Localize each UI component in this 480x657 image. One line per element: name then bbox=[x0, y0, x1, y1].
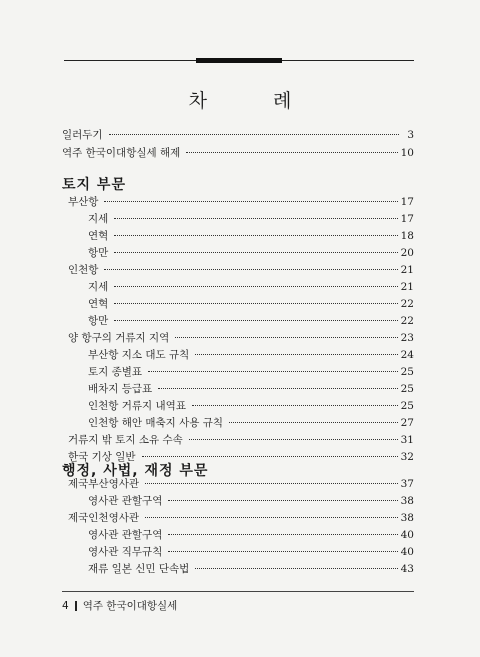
toc-entry[interactable] bbox=[88, 365, 414, 379]
toc-entry-label: 부산항 지소 대도 규칙 bbox=[88, 349, 190, 361]
toc-entry[interactable] bbox=[68, 331, 414, 345]
toc-entry-page: 23 bbox=[400, 332, 414, 344]
dot-leader bbox=[192, 405, 398, 406]
toc-entry-page: 24 bbox=[400, 349, 414, 361]
dot-leader bbox=[145, 483, 398, 484]
toc-entry-page: 25 bbox=[400, 366, 414, 378]
toc-entry-page: 3 bbox=[407, 129, 414, 141]
toc-entry-page: 25 bbox=[400, 383, 414, 395]
dot-leader bbox=[175, 337, 397, 338]
section-heading-land: 토지 부문 bbox=[62, 177, 126, 193]
toc-entry-page: 31 bbox=[400, 434, 414, 446]
toc-entry[interactable] bbox=[88, 494, 414, 508]
toc-entry-label: 연혁 bbox=[88, 298, 109, 310]
toc-entry-label: 제국인천영사관 bbox=[68, 512, 140, 524]
toc-entry-page: 40 bbox=[400, 546, 414, 558]
toc-entry[interactable] bbox=[68, 263, 414, 277]
toc-entry-label: 거류지 밖 토지 소유 수속 bbox=[68, 434, 183, 446]
toc-entry-label: 지세 bbox=[88, 213, 109, 225]
toc-entry[interactable] bbox=[88, 528, 414, 542]
dot-leader bbox=[114, 303, 397, 304]
dot-leader bbox=[229, 422, 398, 423]
toc-entry-label: 항만 bbox=[88, 247, 109, 259]
dot-leader bbox=[114, 252, 397, 253]
toc-entry-page: 40 bbox=[400, 529, 414, 541]
toc-entry[interactable] bbox=[88, 562, 414, 576]
footer-rule bbox=[62, 591, 414, 592]
toc-entry[interactable] bbox=[88, 297, 414, 311]
dot-leader bbox=[114, 218, 397, 219]
toc-entry-label: 제국부산영사관 bbox=[68, 478, 140, 490]
toc-entry[interactable] bbox=[88, 280, 414, 294]
toc-entry-page: 38 bbox=[400, 512, 414, 524]
dot-leader bbox=[145, 517, 398, 518]
section-heading-administration: 행정, 사법, 재정 부문 bbox=[62, 463, 209, 479]
toc-entry-label: 영사관 관할구역 bbox=[88, 495, 163, 507]
dot-leader bbox=[104, 269, 397, 270]
page-footer bbox=[62, 598, 177, 613]
dot-leader bbox=[114, 320, 397, 321]
toc-entry-page: 22 bbox=[400, 315, 414, 327]
toc-entry-label: 항만 bbox=[88, 315, 109, 327]
dot-leader bbox=[109, 134, 399, 135]
dot-leader bbox=[168, 534, 397, 535]
toc-entry[interactable] bbox=[88, 229, 414, 243]
top-rule-accent bbox=[196, 58, 282, 63]
toc-entry[interactable] bbox=[88, 399, 414, 413]
toc-entry-page: 10 bbox=[400, 147, 414, 159]
dot-leader bbox=[168, 551, 397, 552]
dot-leader bbox=[189, 439, 398, 440]
toc-entry-page: 38 bbox=[400, 495, 414, 507]
toc-entry-label: 지세 bbox=[88, 281, 109, 293]
toc-entry-label: 일러두기 bbox=[62, 129, 103, 141]
dot-leader bbox=[114, 286, 397, 287]
toc-entry-label: 인천항 bbox=[68, 264, 99, 276]
toc-entry-label: 영사관 관할구역 bbox=[88, 529, 163, 541]
toc-entry-page: 20 bbox=[400, 247, 414, 259]
toc-entry-page: 17 bbox=[400, 196, 414, 208]
toc-entry[interactable] bbox=[88, 416, 414, 430]
toc-entry-label: 배차지 등급표 bbox=[88, 383, 153, 395]
toc-entry[interactable] bbox=[88, 348, 414, 362]
toc-entry-page: 18 bbox=[400, 230, 414, 242]
dot-leader bbox=[186, 152, 397, 153]
toc-entry-label: 양 항구의 거류지 지역 bbox=[68, 332, 170, 344]
toc-entry-page: 22 bbox=[400, 298, 414, 310]
toc-entry-label: 인천항 해안 매축지 사용 규칙 bbox=[88, 417, 224, 429]
toc-entry[interactable] bbox=[88, 246, 414, 260]
toc-entry-label: 부산항 bbox=[68, 196, 99, 208]
dot-leader bbox=[168, 500, 397, 501]
dot-leader bbox=[195, 568, 397, 569]
page-title: 차 례 bbox=[188, 90, 322, 112]
dot-leader bbox=[142, 456, 398, 457]
footer-book-title: 역주 한국이대항실세 bbox=[82, 600, 178, 612]
toc-entry-label: 역주 한국이대항실세 해제 bbox=[62, 147, 181, 159]
toc-entry-label: 한국 기상 일반 bbox=[68, 451, 136, 463]
footer-separator bbox=[75, 601, 77, 611]
toc-entry-label: 재류 일본 신민 단속법 bbox=[88, 563, 190, 575]
toc-entry-page: 32 bbox=[400, 451, 414, 463]
toc-entry[interactable] bbox=[68, 195, 414, 209]
toc-entry-page: 25 bbox=[400, 400, 414, 412]
toc-entry[interactable] bbox=[62, 146, 414, 160]
toc-entry-page: 37 bbox=[400, 478, 414, 490]
toc-entry-page: 17 bbox=[400, 213, 414, 225]
dot-leader bbox=[114, 235, 397, 236]
toc-entry-page: 21 bbox=[400, 264, 414, 276]
dot-leader bbox=[104, 201, 397, 202]
toc-entry[interactable] bbox=[62, 128, 414, 142]
dot-leader bbox=[148, 371, 398, 372]
toc-entry[interactable] bbox=[68, 477, 414, 491]
toc-entry[interactable] bbox=[88, 212, 414, 226]
toc-entry[interactable] bbox=[88, 382, 414, 396]
toc-entry[interactable] bbox=[68, 511, 414, 525]
toc-entry-label: 영사관 직무규칙 bbox=[88, 546, 163, 558]
toc-entry[interactable] bbox=[88, 314, 414, 328]
footer-page-number: 4 bbox=[62, 599, 69, 612]
toc-entry-label: 토지 종별표 bbox=[88, 366, 143, 378]
toc-entry[interactable] bbox=[68, 433, 414, 447]
toc-entry-label: 연혁 bbox=[88, 230, 109, 242]
toc-entry-page: 21 bbox=[400, 281, 414, 293]
dot-leader bbox=[158, 388, 397, 389]
toc-entry-label: 인천항 거류지 내역표 bbox=[88, 400, 186, 412]
toc-entry[interactable] bbox=[88, 545, 414, 559]
dot-leader bbox=[195, 354, 397, 355]
toc-entry-page: 27 bbox=[400, 417, 414, 429]
toc-entry-page: 43 bbox=[400, 563, 414, 575]
